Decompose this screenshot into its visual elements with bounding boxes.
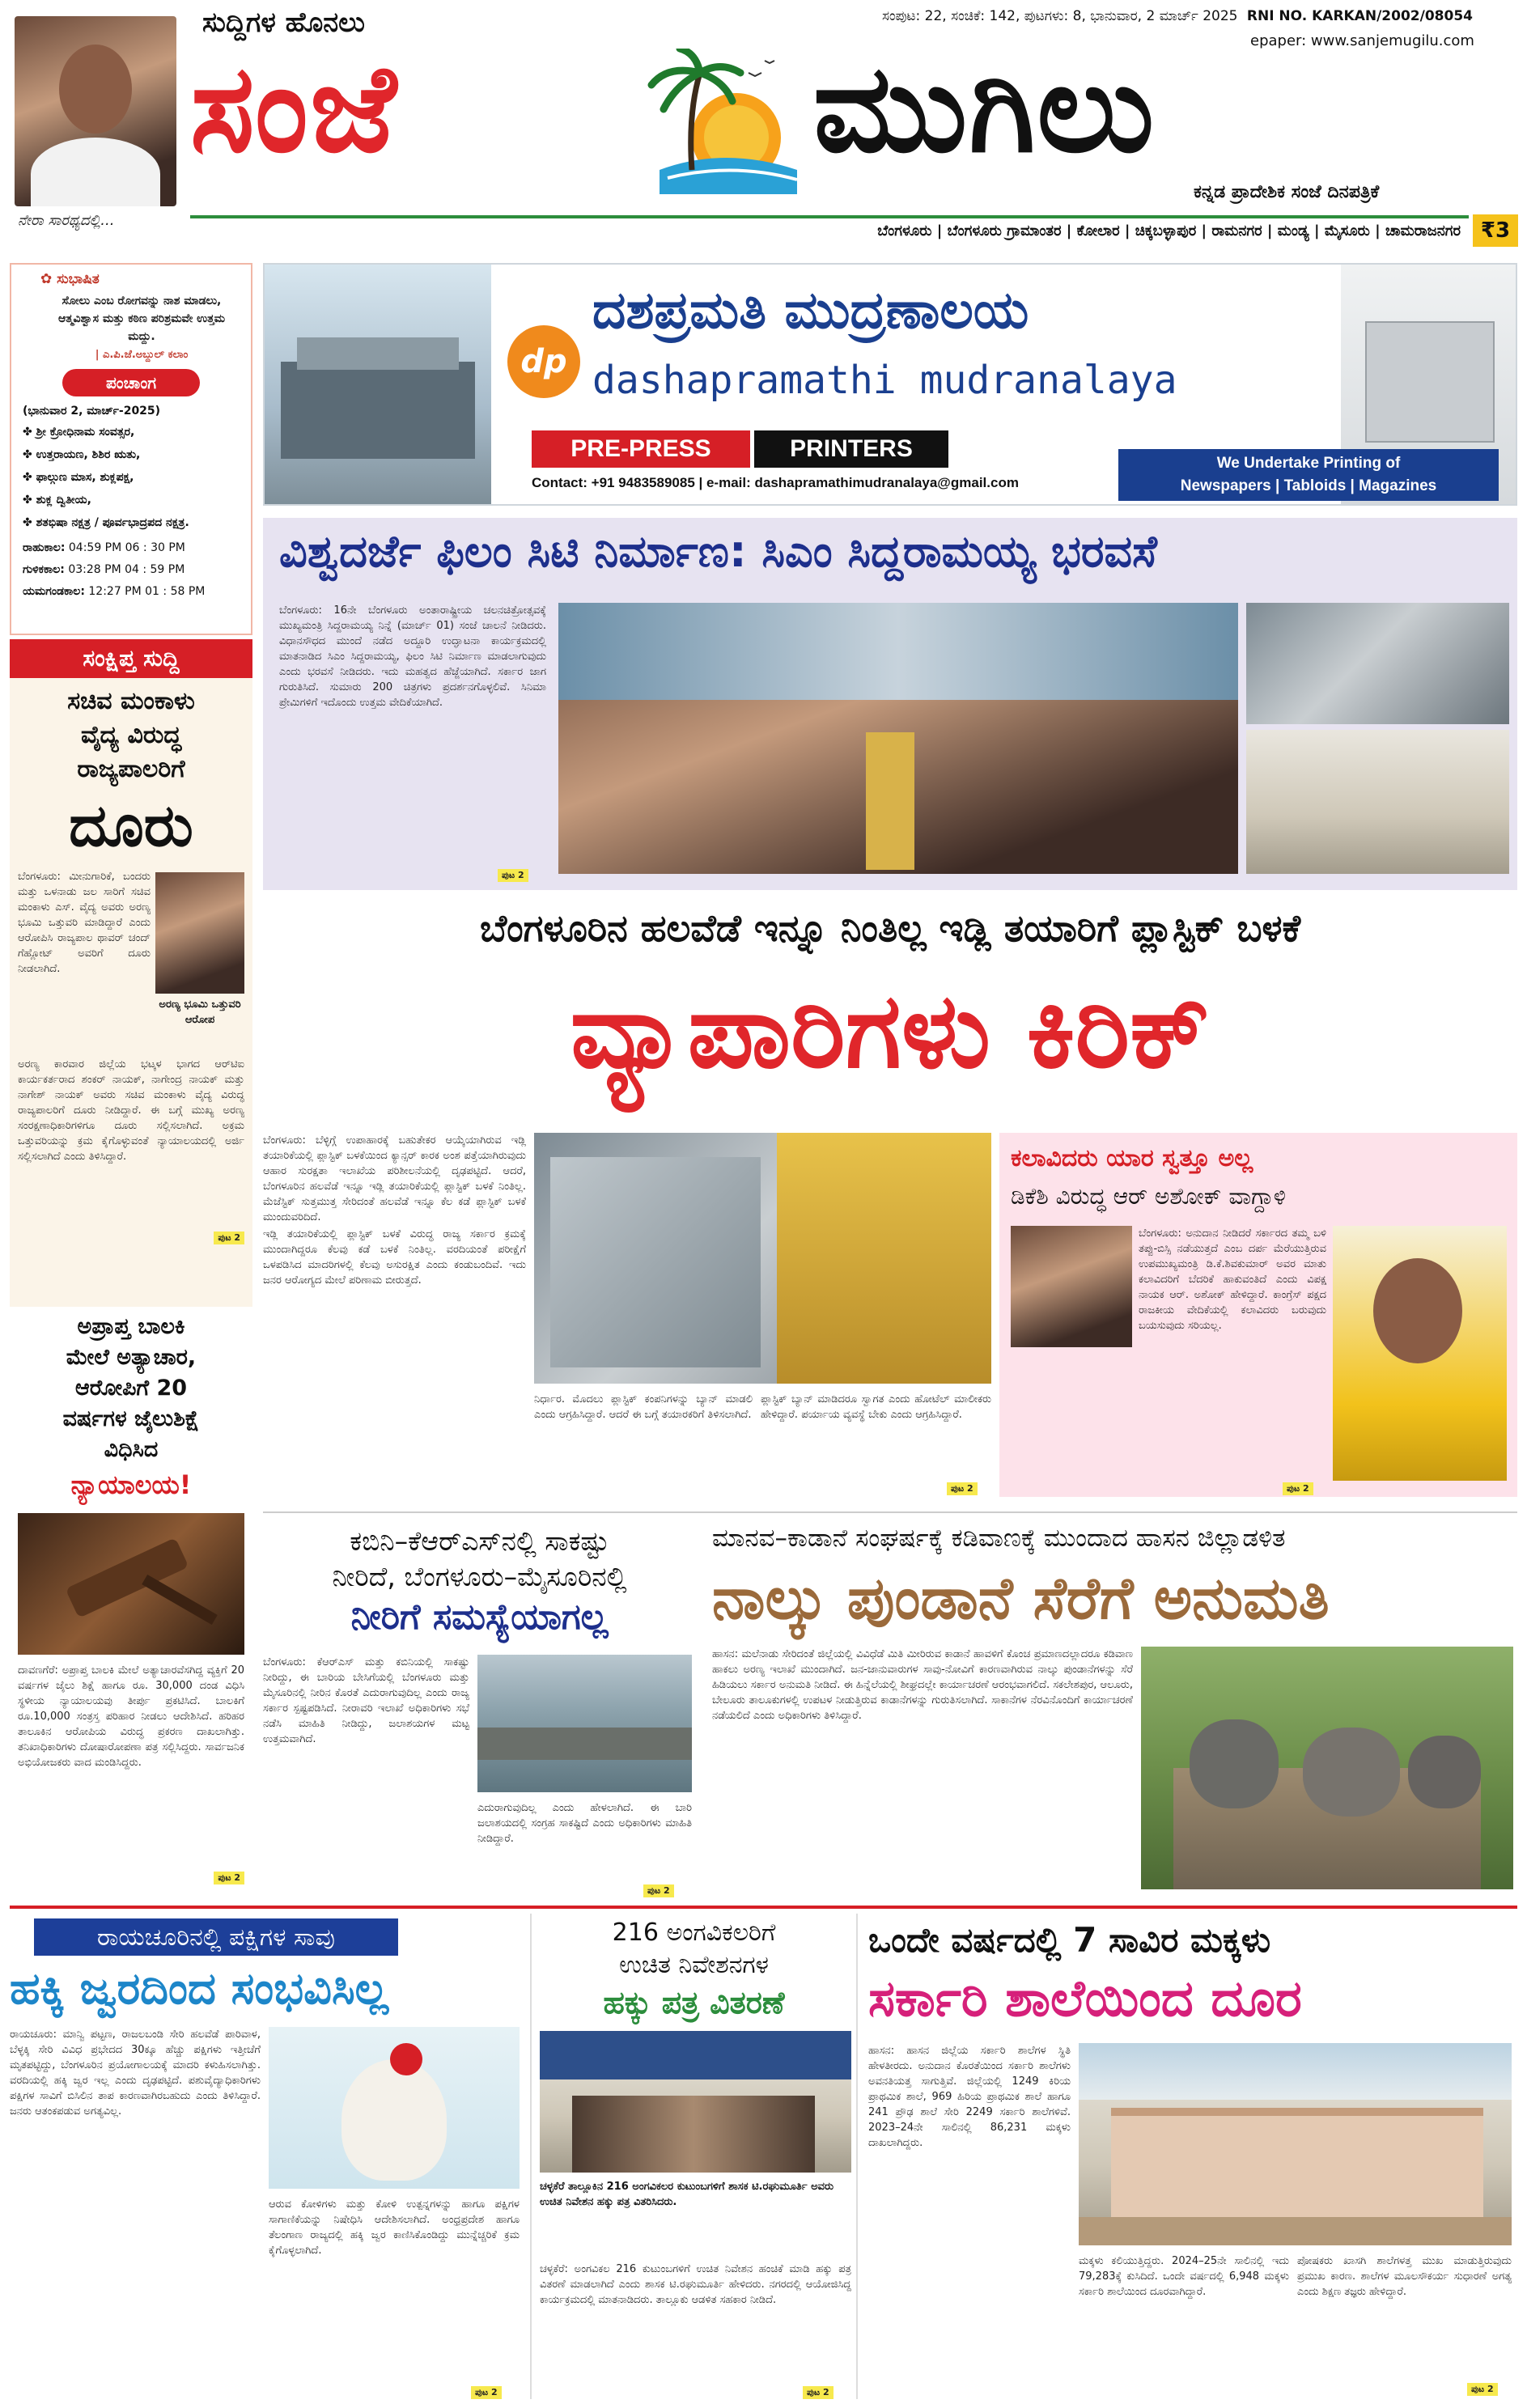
masthead-tagline: ಸುದ್ದಿಗಳ ಹೊನಲು <box>202 6 365 39</box>
verdict-body: ದಾವಣಗೆರೆ: ಅಪ್ರಾಪ್ತ ಬಾಲಕಿ ಮೇಲೆ ಅತ್ಯಾಚಾರವೆಸಗಿದ್ದ ವ್ಯಕ್ತಿಗೆ 20 ವರ್ಷಗಳ ಜೈಲು ಶಿಕ್ಷೆ ಹಾಗೂ ರೂ. 30,000 ದಂಡ ವಿಧಿಸಿ ಸ್ಥಳೀಯ ನ್ಯಾಯಾಲಯವು ತೀರ್ಪು ಪ್ರಕಟಿಸಿದೆ. ಬಾಲಕಿಗೆ ರೂ.10,000 ಸಂತ್ರಸ್ತ ಪರಿಹಾರ ನೀಡಲು ಆದೇಶಿಸಿದೆ. ಹರಿಹರ ತಾಲೂಕಿನ ಆರೋಪಿಯ ವಿರುದ್ಧ ಪ್ರಕರಣ ದಾಖಲಾಗಿತ್ತು. ತನಿಖಾಧಿಕಾರಿಗಳು ದೋಷಾರೋಪಣಾ ಪತ್ರ ಸಲ್ಲಿಸಿದ್ದರು. ಸಾರ್ವಜನಿಕ ಅಭಿಯೋಜಕರು ವಾದ ಮಂಡಿಸಿದ್ದರು. <box>18 1664 244 1769</box>
brief-body-continued: ಅರಣ್ಯ ಕಾರವಾರ ಜಿಲ್ಲೆಯ ಭಟ್ಕಳ ಭಾಗದ ಆರ್‌ಟಿಐ ಕಾರ್ಯಕರ್ತರಾದ ಶಂಕರ್ ನಾಯಕ್, ನಾಗೇಂದ್ರ ನಾಯಕ್ ಮತ್ತು ನಾಗೇಶ್ ನಾಯಕ್ ಅವರು ಸಚಿವ ಮಂಕಾಳು ವೈದ್ಯ ವಿರುದ್ಧ ರಾಜ್ಯಪಾಲರಿಗೆ ದೂರು ನೀಡಿದ್ದಾರೆ. ಈ ಬಗ್ಗೆ ಮುಖ್ಯ ಅರಣ್ಯ ಸಂರಕ್ಷಣಾಧಿಕಾರಿಗಳಿಗೂ ದೂರು ಸಲ್ಲಿಸಲಾಗಿದೆ. ಅಕ್ರಮ ಒತ್ತುವರಿಯನ್ನು ಕ್ರಮ ಕೈಗೊಳ್ಳುವಂತೆ ನ್ಯಾಯಾಲಯದಲ್ಲಿ ಅರ್ಜಿ ಸಲ್ಲಿಸಲಾಗಿದೆ ಎಂದು ತಿಳಿಸಿದ್ದಾರೆ. <box>18 1058 244 1163</box>
panchanga-title: ಪಂಚಾಂಗ <box>62 369 200 396</box>
see-page-marker[interactable]: ಪುಟ 2 <box>803 2383 833 2399</box>
see-page-marker[interactable]: ಪುಟ 2 <box>643 1881 674 1897</box>
elephant-headline: ನಾಲ್ಕು ಪುಂಡಾನೆ ಸೆರೆಗೆ ಅನುಮತಿ <box>712 1564 1330 1632</box>
panchanga-item: ✤ ಶತಭಿಷಾ ನಕ್ಷತ್ರ / ಪೂರ್ವಭಾದ್ರಪದ ನಕ್ಷತ್ರ. <box>23 516 189 529</box>
panchanga-item: ✤ ಶುಕ್ಲ ದ್ವಿತೀಯ, <box>23 494 91 507</box>
panchanga-date: (ಭಾನುವಾರ 2, ಮಾರ್ಚ್-2025) <box>23 405 161 418</box>
school-building-photo <box>1079 2043 1512 2245</box>
school-body: ಹಾಸನ: ಹಾಸನ ಜಿಲ್ಲೆಯ ಸರ್ಕಾರಿ ಶಾಲೆಗಳ ಸ್ಥಿತಿ ಹೇಳತೀರದು. ಅನುದಾನ ಕೊರತೆಯಿಂದ ಸರ್ಕಾರಿ ಶಾಲೆಗಳು ಅವನತಿಯತ್ತ ಸಾಗುತ್ತಿವೆ. ಜಿಲ್ಲೆಯಲ್ಲಿ 1249 ಕಿರಿಯ ಪ್ರಾಥಮಿಕ ಶಾಲೆ, 969 ಹಿರಿಯ ಪ್ರಾಥಮಿಕ ಶಾಲೆ ಹಾಗೂ 241 ಪ್ರೌಢ ಶಾಲೆ ಸೇರಿ 2249 ಸರ್ಕಾರಿ ಶಾಲೆಗಳಿವೆ. 2023–24ನೇ ಸಾಲಿನಲ್ಲಿ 86,231 ಮಕ್ಕಳು ದಾಖಲಾಗಿದ್ದರು. <box>868 2045 1071 2149</box>
kabini-body: ಬೆಂಗಳೂರು: ಕೆಆರ್‌ಎಸ್ ಮತ್ತು ಕಬಿನಿಯಲ್ಲಿ ಸಾಕಷ್ಟು ನೀರಿದ್ದು, ಈ ಬಾರಿಯ ಬೇಸಿಗೆಯಲ್ಲಿ ಬೆಂಗಳೂರು ಮತ್ತು ಮೈಸೂರಿನಲ್ಲಿ ನೀರಿನ ಕೊರತೆ ಎದುರಾಗುವುದಿಲ್ಲ ಎಂದು ರಾಜ್ಯ ಸರ್ಕಾರ ಸ್ಪಷ್ಟಪಡಿಸಿದೆ. ನೀರಾವರಿ ಇಲಾಖೆ ಅಧಿಕಾರಿಗಳು ಸಭೆ ನಡೆಸಿ ಮಾಹಿತಿ ನೀಡಿದ್ದು, ಜಲಾಶಯಗಳ ಮಟ್ಟ ಉತ್ತಮವಾಗಿದೆ. <box>263 1656 469 1745</box>
thought-text: ಸೋಲು ಎಂಬ ರೋಗವನ್ನು ನಾಶ ಮಾಡಲು, ಆತ್ಮವಿಶ್ವಾಸ ಮತ್ತು ಕಠಿಣ ಪರಿಶ್ರಮವೇ ಉತ್ತಮ ಮದ್ದು. <box>57 295 226 343</box>
filmcity-headline: ವಿಶ್ವದರ್ಜೆ ಫಿಲಂ ಸಿಟಿ ನಿರ್ಮಾಣ: ಸಿಎಂ ಸಿದ್ದರಾಮಯ್ಯ ಭರವಸೆ <box>279 526 1157 577</box>
disabled-event-photo <box>540 2031 851 2173</box>
ashok-headline-1: ಕಲಾವಿದರು ಯಾರ ಸ್ವತ್ತೂ ಅಲ್ಲ <box>1011 1144 1253 1172</box>
thought-panchanga-box <box>10 263 252 635</box>
section-label: ಸಂಕ್ಷಿಪ್ತ ಸುದ್ದಿ <box>10 639 252 678</box>
ad-tag-printers: PRINTERS <box>754 430 948 468</box>
birds-body-continued: ಆರುವ ಕೋಳಿಗಳು ಮತ್ತು ಕೋಳಿ ಉತ್ಪನ್ನಗಳನ್ನು ಹಾಗೂ ಪಕ್ಷಿಗಳ ಸಾಗಾಣಿಕೆಯನ್ನು ನಿಷೇಧಿಸಿ ಆದೇಶಿಸಲಾಗಿದೆ. ಅಂಧ್ರಪ್ರದೇಶ ಹಾಗೂ ತೆಲಂಗಾಣ ರಾಜ್ಯದಲ್ಲಿ ಹಕ್ಕಿ ಜ್ವರ ಕಾಣಿಸಿಕೊಂಡಿದ್ದು ಮುನ್ನೆಚ್ಚರಿಕೆ ಕ್ರಮ ಕೈಗೊಳ್ಳಲಾಗಿದೆ. <box>269 2198 520 2257</box>
ashok-headline-2: ಡಿಕೆಶಿ ವಿರುದ್ಧ ಆರ್ ಅಶೋಕ್ ವಾಗ್ದಾಳಿ <box>1011 1183 1287 1210</box>
disabled-body: ಚಳ್ಳಕೆರೆ: ಅಂಗವಿಕಲ 216 ಕುಟುಂಬಗಳಿಗೆ ಉಚಿತ ನಿವೇಶನ ಹಂಚಿಕೆ ಮಾಡಿ ಹಕ್ಕು ಪತ್ರ ವಿತರಣೆ ಮಾಡಲಾಗಿದೆ ಎಂದು ಶಾಸಕ ಟಿ.ರಘುಮೂರ್ತಿ ಹೇಳಿದರು. ನಗರದಲ್ಲಿ ಆಯೋಜಿಸಿದ್ದ ಕಾರ್ಯಕ್ರಮದಲ್ಲಿ ಮಾತನಾಡಿದರು. ತಾಲ್ಲೂಕು ಆಡಳಿತ ಸಹಕಾರ ನೀಡಿದೆ. <box>540 2263 851 2306</box>
see-page-marker[interactable]: ಪುಟ 2 <box>947 1479 978 1495</box>
see-page-marker[interactable]: ಪುಟ 2 <box>1467 2380 1498 2396</box>
ashok-body: ಬೆಂಗಳೂರು: ಅನುದಾನ ನೀಡಿದರೆ ಸರ್ಕಾರದ ತಮ್ಮ ಬಳಿ ತಪ್ಪು-ಬಿಸ್ಸಿ ನಡೆಯುತ್ತದೆ ಎಂಬ ದರ್ಪ ಮೆರೆಯುತ್ತಿರುವ ಉಪಮುಖ್ಯಮಂತ್ರಿ ಡಿ.ಕೆ.ಶಿವಕುಮಾರ್ ಅವರ ಮಾತು ಕಲಾವಿದರಿಗೆ ಬೆದರಿಕೆ ಹಾಕುವಂತಿದೆ ಎಂದು ವಿಪಕ್ಷ ನಾಯಕ ಆರ್. ಅಶೋಕ್ ಹೇಳಿದ್ದಾರೆ. ಕಾಂಗ್ರೆಸ್ ಪಕ್ಷದ ರಾಜಕೀಯ ವೇದಿಕೆಯಲ್ಲಿ ಕಲಾವಿದರು ಬರುವುದು ಬಯಸುವುದು ಸರಿಯಲ್ಲ. <box>1011 1226 1326 1481</box>
sun-palm-logo <box>643 49 805 194</box>
elephant-kicker: ಮಾನವ–ಕಾಡಾನೆ ಸಂಘರ್ಷಕ್ಕೆ ಕಡಿವಾಣಕ್ಕೆ ಮುಂದಾದ ಹಾಸನ ಜಿಲ್ಲಾಡಳಿತ <box>712 1524 1286 1553</box>
price-badge: ₹3 <box>1473 214 1518 247</box>
elephant-photo <box>1141 1647 1513 1889</box>
panchanga-item: ✤ ಫಾಲ್ಗುಣ ಮಾಸ, ಶುಕ್ಲಪಕ್ಷ, <box>23 471 134 484</box>
panchanga-item: ✤ ಶ್ರೀ ಕ್ರೋಧಿನಾಮ ಸಂವತ್ಸರ, <box>23 426 135 439</box>
filmcity-side-photo-2 <box>1246 730 1509 874</box>
kabini-body-continued: ಎದುರಾಗುವುದಿಲ್ಲ ಎಂದು ಹೇಳಲಾಗಿದೆ. ಈ ಬಾರಿ ಜಲಾಶಯದಲ್ಲಿ ಸಂಗ್ರಹ ಸಾಕಷ್ಟಿದೆ ಎಂದು ಅಧಿಕಾರಿಗಳು ಮಾಹಿತಿ ನೀಡಿದ್ದಾರೆ. <box>477 1802 692 1845</box>
see-page-marker[interactable]: ಪುಟ 2 <box>10 1228 244 1244</box>
issue-info <box>882 8 1473 24</box>
birds-kicker: ರಾಯಚೂರಿನಲ್ಲಿ ಪಕ್ಷಿಗಳ ಸಾವು <box>34 1918 398 1956</box>
school-story <box>864 1914 1517 2399</box>
see-page-marker[interactable]: ಪುಟ 2 <box>471 2383 502 2399</box>
time-row: ಯಮಗಂಡಕಾಲ: 12:27 PM 01 : 58 PM <box>23 585 206 598</box>
masthead-subtitle: ಕನ್ನಡ ಪ್ರಾದೇಶಿಕ ಸಂಜೆ ದಿನಪತ್ರಿಕೆ <box>1194 182 1380 202</box>
minister-photo <box>155 872 244 994</box>
kabini-story <box>263 1517 696 1897</box>
plastic-story <box>263 898 1517 1505</box>
masthead-name-part1: ಸಂಜೆ <box>190 39 398 180</box>
masthead-name-part2: ಮುಗಿಲು <box>813 39 1156 180</box>
verdict-headline: ಅಪ್ರಾಪ್ತ ಬಾಲಕಿ ಮೇಲೆ ಅತ್ಯಾಚಾರ, ಆರೋಪಿಗೆ 20 ವರ್ಷಗಳ ಜೈಲುಶಿಕ್ಷೆ ವಿಧಿಸಿದ ನ್ಯಾಯಾಲಯ! <box>62 1314 200 1500</box>
disabled-caption: ಚಳ್ಳಕೆರೆ ತಾಲ್ಲೂಕಿನ 216 ಅಂಗವಿಕಲರ ಕುಟುಂಬಗಳಿಗೆ ಶಾಸಕ ಟಿ.ರಘುಮೂರ್ತಿ ಅವರು ಉಚಿತ ನಿವೇಶನ ಹಕ್ಕು ಪತ್ರ ವಿತರಿಸಿದರು. <box>540 2181 834 2208</box>
see-page-marker[interactable]: ಪುಟ 2 <box>498 866 528 882</box>
dk-shivakumar-photo <box>1011 1226 1132 1347</box>
plastic-headline: ವ್ಯಾಪಾರಿಗಳು ಕಿರಿಕ್ <box>570 971 1211 1092</box>
region-list: ಬೆಂಗಳೂರು | ಬೆಂಗಳೂರು ಗ್ರಾಮಾಂತರ | ಕೋಲಾರ | ಚಿಕ್ಕಬಳ್ಳಾಪುರ | ರಾಮನಗರ | ಮಂಡ್ಯ | ಮೈಸೂರು | ಚಾಮರಾಜನಗರ <box>877 222 1461 240</box>
ad-name-kannada: ದಶಪ್ರಮತಿ ಮುದ್ರಣಾಲಯ <box>592 281 1029 341</box>
section-rule <box>10 1906 1517 1909</box>
gavel-photo <box>18 1513 244 1655</box>
plastic-body: ಬೆಂಗಳೂರು: ಬೆಳ್ಳಿಗ್ಗೆ ಉಪಾಹಾರಕ್ಕೆ ಬಹುತೇಕರ ಆಯ್ಕೆಯಾಗಿರುವ ಇಡ್ಲಿ ತಯಾರಿಕೆಯಲ್ಲಿ ಪ್ಲಾಸ್ಟಿಕ್ ಬಳಕೆಯಿಂದ ಕ್ಯಾನ್ಸರ್ ಕಾರಕ ಅಂಶ ಪತ್ತೆಯಾಗಿರುವುದು ಆಹಾರ ಸುರಕ್ಷತಾ ಇಲಾಖೆಯ ಪರಿಶೀಲನೆಯಲ್ಲಿ ದೃಢಪಟ್ಟಿದೆ. ಆದರೆ, ಬೆಂಗಳೂರಿನ ಹಲವೆಡೆ ಇನ್ನೂ ಇಡ್ಲಿ ತಯಾರಿಕೆಯಲ್ಲಿ ಪ್ಲಾಸ್ಟಿಕ್ ಬಳಕೆ ನಿಂತಿಲ್ಲ. ಮೆಜೆಸ್ಟಿಕ್ ಸುತ್ತಮುತ್ತ ಸೇರಿದಂತೆ ಹಲವೆಡೆ ಇನ್ನೂ ಕೆಲ ಕಡೆ ಪ್ಲಾಸ್ಟಿಕ್ ಬಳಕೆ ಮುಂದುವರಿದಿದೆ. ಇಡ್ಲಿ ತಯಾರಿಕೆಯಲ್ಲಿ ಪ್ಲಾಸ್ಟಿಕ್ ಬಳಕೆ ವಿರುದ್ಧ ರಾಜ್ಯ ಸರ್ಕಾರ ಕ್ರಮಕ್ಕೆ ಮುಂದಾಗಿದ್ದರೂ ಕೆಲವು ಕಡೆ ಬಳಕೆ ನಿಂತಿಲ್ಲ. ವರದಿಯಂತೆ ಪರೀಕ್ಷೆಗೆ ಒಳಪಡಿಸಿದ ಮಾದರಿಗಳಲ್ಲಿ ಕೆಲವು ಅಸುರಕ್ಷಿತ ಎಂದು ಕಂಡುಬಂದಿವೆ. ಇದು ಜನರ ಆರೋಗ್ಯದ ಮೇಲೆ ಪರಿಣಾಮ ಬೀರುತ್ತದೆ. <box>263 1134 526 1287</box>
reservoir-photo <box>477 1655 692 1792</box>
time-row: ರಾಹುಕಾಲ: 04:59 PM 06 : 30 PM <box>23 541 185 554</box>
ad-banner[interactable] <box>263 263 1517 506</box>
filmcity-story <box>263 518 1517 890</box>
school-body-col2: ಮಕ್ಕಳು ಕಲಿಯುತ್ತಿದ್ದರು. 2024–25ನೇ ಸಾಲಿನಲ್ಲಿ ಇದು 79,283ಕ್ಕೆ ಕುಸಿದಿದೆ. ಒಂದೇ ವರ್ಷದಲ್ಲಿ 6,948 ಮಕ್ಕಳು ಸರ್ಕಾರಿ ಶಾಲೆಯಿಂದ ದೂರವಾಗಿದ್ದಾರೆ. <box>1079 2255 1289 2298</box>
panchanga-list <box>23 421 251 534</box>
verdict-story <box>10 1307 252 1889</box>
kabini-headline: ಕಬಿನಿ–ಕೆಆರ್‌ಎಸ್‌ನಲ್ಲಿ ಸಾಕಷ್ಟು ನೀರಿದೆ, ಬೆಂಗಳೂರು–ಮೈಸೂರಿನಲ್ಲಿ ನೀರಿಗೆ ಸಮಸ್ಯೆಯಾಗಲ್ಲ <box>332 1525 627 1638</box>
panchanga-item: ✤ ಉತ್ತರಾಯಣ, ಶಿಶಿರ ಋತು, <box>23 448 141 461</box>
brief-headline: ಸಚಿವ ಮಂಕಾಳು ವೈದ್ಯ ವಿರುದ್ಧ ರಾಜ್ಯಪಾಲರಿಗೆ ದೂರು <box>67 687 195 859</box>
birds-story <box>10 1914 524 2399</box>
photo-caption: ಅರಣ್ಯ ಭೂಮಿ ಒತ್ತುವರಿ ಆರೋಪ <box>159 998 241 1026</box>
panchanga-times <box>23 537 251 603</box>
birds-headline: ಹಕ್ಕಿ ಜ್ವರದಿಂದ ಸಂಭವಿಸಿಲ್ಲ <box>10 1963 389 2014</box>
ad-name-english: dashapramathi mudranalaya <box>592 358 1177 403</box>
thought-title: ✿ ಸುಭಾಷಿತ <box>40 271 100 287</box>
idli-photo <box>534 1133 991 1384</box>
elephant-body: ಹಾಸನ: ಮಲೆನಾಡು ಸೇರಿದಂತೆ ಜಿಲ್ಲೆಯಲ್ಲಿ ವಿವಿಧೆಡೆ ಮಿತಿ ಮೀರಿರುವ ಕಾಡಾನೆ ಹಾವಳಿಗೆ ಕೊಂಚ ಪ್ರಮಾಣದಲ್ಲಾದರೂ ಕಡಿವಾಣ ಹಾಕಲು ಅರಣ್ಯ ಇಲಾಖೆ ಮುಂದಾಗಿದೆ. ಜನ-ಜಾನುವಾರುಗಳ ಸಾವು-ನೋವಿಗೆ ಕಾರಣವಾಗಿರುವ ನಾಲ್ಕು ಪುಂಡಾನೆಗಳನ್ನು ಸೆರೆ ಹಿಡಿಯಲು ಸರ್ಕಾರ ಅನುಮತಿ ನೀಡಿದೆ. ಈ ಹಿನ್ನೆಲೆಯಲ್ಲಿ ಶೀಘ್ರದಲ್ಲೇ ಕಾರ್ಯಾಚರಣೆ ಆರಂಭವಾಗಲಿದೆ. ಸಕಲೇಶಪುರ, ಆಲೂರು, ಬೇಲೂರು ತಾಲೂಕುಗಳಲ್ಲಿ ಉಪಟಳ ನೀಡುತ್ತಿರುವ ಕಾಡಾನೆಗಳನ್ನು ಗುರುತಿಸಲಾಗಿದೆ. ಸಾಕಾನೆಗಳ ನೆರವಿನೊಂದಿಗೆ ಕಾರ್ಯಾಚರಣೆ ನಡೆಯಲಿದೆ ಎಂದು ಅಧಿಕಾರಿಗಳು ತಿಳಿಸಿದ್ದಾರೆ. <box>712 1648 1133 1722</box>
ad-undertake: We Undertake Printing of Newspapers | Tabloids | Magazines <box>1118 449 1499 501</box>
brief-body: ಬೆಂಗಳೂರು: ಮೀನುಗಾರಿಕೆ, ಬಂದರು ಮತ್ತು ಒಳನಾಡು ಜಲ ಸಾರಿಗೆ ಸಚಿವ ಮಂಕಾಳು ಎಸ್. ವೈದ್ಯ ಅವರು ಅರಣ್ಯ ಭೂಮಿ ಒತ್ತುವರಿ ಮಾಡಿದ್ದಾರೆ ಎಂದು ಆರೋಪಿಸಿ ರಾಜ್ಯಪಾಲ ಥಾವರ್ ಚಂದ್ ಗೆಹ್ಲೋಟ್ ಅವರಿಗೆ ದೂರು ನೀಡಲಾಗಿದೆ. ಅರಣ್ಯ ಭೂಮಿ ಒತ್ತುವರಿ ಆರೋಪ <box>18 869 244 1055</box>
ad-logo: dp <box>507 325 580 398</box>
epaper-link[interactable]: epaper: www.sanjemugilu.com <box>1250 32 1474 49</box>
plastic-kicker: ಬೆಂಗಳೂರಿನ ಹಲವೆಡೆ ಇನ್ನೂ ನಿಂತಿಲ್ಲ ಇಡ್ಲಿ ತಯಾರಿಗೆ ಪ್ಲಾಸ್ಟಿಕ್ ಬಳಕೆ <box>479 906 1301 950</box>
masthead-slogan: ನೇರಾ ಸಾರಥ್ಯದಲ್ಲಿ... <box>18 212 115 229</box>
ad-tag-prepress: PRE-PRESS <box>532 430 750 468</box>
school-kicker: ಒಂದೇ ವರ್ಷದಲ್ಲಿ 7 ಸಾವಿರ ಮಕ್ಕಳು <box>868 1920 1271 1960</box>
school-headline: ಸರ್ಕಾರಿ ಶಾಲೆಯಿಂದ ದೂರ <box>868 1969 1302 2028</box>
thought-author: | ಎ.ಪಿ.ಜೆ.ಅಬ್ದುಲ್ ಕಲಾಂ <box>95 349 189 361</box>
filmcity-side-photo-1 <box>1246 603 1509 724</box>
masthead <box>0 0 1527 251</box>
divider <box>263 1511 1517 1513</box>
elephant-story <box>704 1517 1517 1897</box>
ashok-story <box>999 1133 1517 1497</box>
disabled-headline: 216 ಅಂಗವಿಕಲರಿಗೆ ಉಚಿತ ನಿವೇಶನಗಳ ಹಕ್ಕು ಪತ್ರ ವಿತರಣೆ <box>603 1918 785 2020</box>
region-bar <box>190 215 1469 243</box>
birds-body: ರಾಯಚೂರು: ಮಾನ್ವಿ ಪಟ್ಟಣ, ರಾಜಲಬಂಡಿ ಸೇರಿ ಹಲವೆಡೆ ಪಾರಿವಾಳ, ಬೆಳ್ಳಕ್ಕಿ ಸೇರಿ ವಿವಿಧ ಪ್ರಭೇದದ 30ಕ್ಕೂ ಹೆಚ್ಚು ಪಕ್ಷಿಗಳು ಇತ್ತೀಚೆಗೆ ಮೃತಪಟ್ಟಿದ್ದು, ಬೆಂಗಳೂರಿನ ಪ್ರಯೋಗಾಲಯಕ್ಕೆ ಮಾದರಿ ಕಳುಹಿಸಲಾಗಿತ್ತು. ವರದಿಯಲ್ಲಿ ಹಕ್ಕಿ ಜ್ವರ ಇಲ್ಲ ಎಂದು ದೃಢಪಟ್ಟಿದೆ. ಪಶುವೈದ್ಯಾಧಿಕಾರಿಗಳು ಪಕ್ಷಿಗಳ ಸಾವಿಗೆ ಬಿಸಿಲಿನ ತಾಪ ಕಾರಣವಾಗಿರಬಹುದು ಎಂದು ತಿಳಿಸಿದ್ದಾರೆ. ಜನರು ಆತಂಕಪಡುವ ಅಗತ್ಯವಿಲ್ಲ. <box>10 2029 261 2118</box>
press-machine-photo <box>265 265 491 504</box>
disabled-story <box>530 1914 858 2399</box>
ashok-photo <box>1333 1226 1507 1481</box>
filmcity-body: ಬೆಂಗಳೂರು: 16ನೇ ಬೆಂಗಳೂರು ಅಂತಾರಾಷ್ಟ್ರೀಯ ಚಲನಚಿತ್ರೋತ್ಸವಕ್ಕೆ ಮುಖ್ಯಮಂತ್ರಿ ಸಿದ್ದರಾಮಯ್ಯ ನಿನ್ನೆ (ಮಾರ್ಚ್ 01) ಸಂಜೆ ಚಾಲನೆ ನೀಡಿದರು. ವಿಧಾನಸೌಧದ ಮುಂದೆ ನಡೆದ ಅದ್ದೂರಿ ಉದ್ಘಾಟನಾ ಕಾರ್ಯಕ್ರಮದಲ್ಲಿ ಮಾತನಾಡಿದ ಸಿಎಂ ಸಿದ್ದರಾಮಯ್ಯ, ಫಿಲಂ ಸಿಟಿ ನಿರ್ಮಾಣ ಮಾಡಲಾಗುವುದು ಎಂದು ಭರವಸೆ ನೀಡಿದರು. ಇದು ಮಹತ್ವದ ಹೆಜ್ಜೆಯಾಗಿದೆ. ಸರ್ಕಾರ ಜಾಗ ಗುರುತಿಸಿದೆ. ಸುಮಾರು 200 ಚಿತ್ರಗಳು ಪ್ರದರ್ಶನಗೊಳ್ಳಲಿವೆ. ಸಿನಿಮಾ ಪ್ರೇಮಿಗಳಿಗೆ ಇದೊಂದು ಉತ್ತಮ ವೇದಿಕೆಯಾಗಿದೆ. <box>279 604 546 709</box>
editor-photo <box>15 16 176 206</box>
ad-contact[interactable]: Contact: +91 9483589085 | e-mail: dashapramathimudranalaya@gmail.com <box>532 475 1019 490</box>
issue-details: ಸಂಪುಟ: 22, ಸಂಚಿಕೆ: 142, ಪುಟಗಳು: 8, ಭಾನುವಾರ, 2 ಮಾರ್ಚ್ 2025 <box>882 8 1238 24</box>
plastic-body-col2: ನಿರ್ಧಾರ. ಮೊದಲು ಪ್ಲಾಸ್ಟಿಕ್ ಕಂಪನಿಗಳನ್ನು ಬ್ಯಾನ್ ಮಾಡಲಿ ಎಂದು ಆಗ್ರಹಿಸಿದ್ದಾರೆ. ಆದರೆ ಈ ಬಗ್ಗೆ ತಯಾರಕರಿಗೆ ತಿಳಿಸಲಾಗಿದೆ. <box>534 1393 753 1421</box>
see-page-marker[interactable]: ಪುಟ 2 <box>214 1868 244 1884</box>
school-body-col3: ಪೋಷಕರು ಖಾಸಗಿ ಶಾಲೆಗಳತ್ತ ಮುಖ ಮಾಡುತ್ತಿರುವುದು ಪ್ರಮುಖ ಕಾರಣ. ಶಾಲೆಗಳ ಮೂಲಸೌಕರ್ಯ ಸುಧಾರಣೆ ಅಗತ್ಯ ಎಂದು ಶಿಕ್ಷಣ ತಜ್ಞರು ಹೇಳಿದ್ದಾರೆ. <box>1297 2255 1512 2298</box>
rni-number: RNI NO. KARKAN/2002/08054 <box>1246 8 1473 24</box>
filmcity-main-photo <box>558 603 1238 874</box>
plastic-body-col3: ಪ್ಲಾಸ್ಟಿಕ್ ಬ್ಯಾನ್ ಮಾಡಿದರೂ ಸ್ವಾಗತ ಎಂದು ಹೋಟೆಲ್ ಮಾಲೀಕರು ಹೇಳಿದ್ದಾರೆ. ಪರ್ಯಾಯ ವ್ಯವಸ್ಥೆ ಬೇಕು ಎಂದು ಆಗ್ರಹಿಸಿದ್ದಾರೆ. <box>761 1393 991 1421</box>
see-page-marker[interactable]: ಪುಟ 2 <box>1283 1479 1313 1495</box>
rooster-photo <box>269 2027 520 2189</box>
time-row: ಗುಳಿಕಕಾಲ: 03:28 PM 04 : 59 PM <box>23 563 185 576</box>
